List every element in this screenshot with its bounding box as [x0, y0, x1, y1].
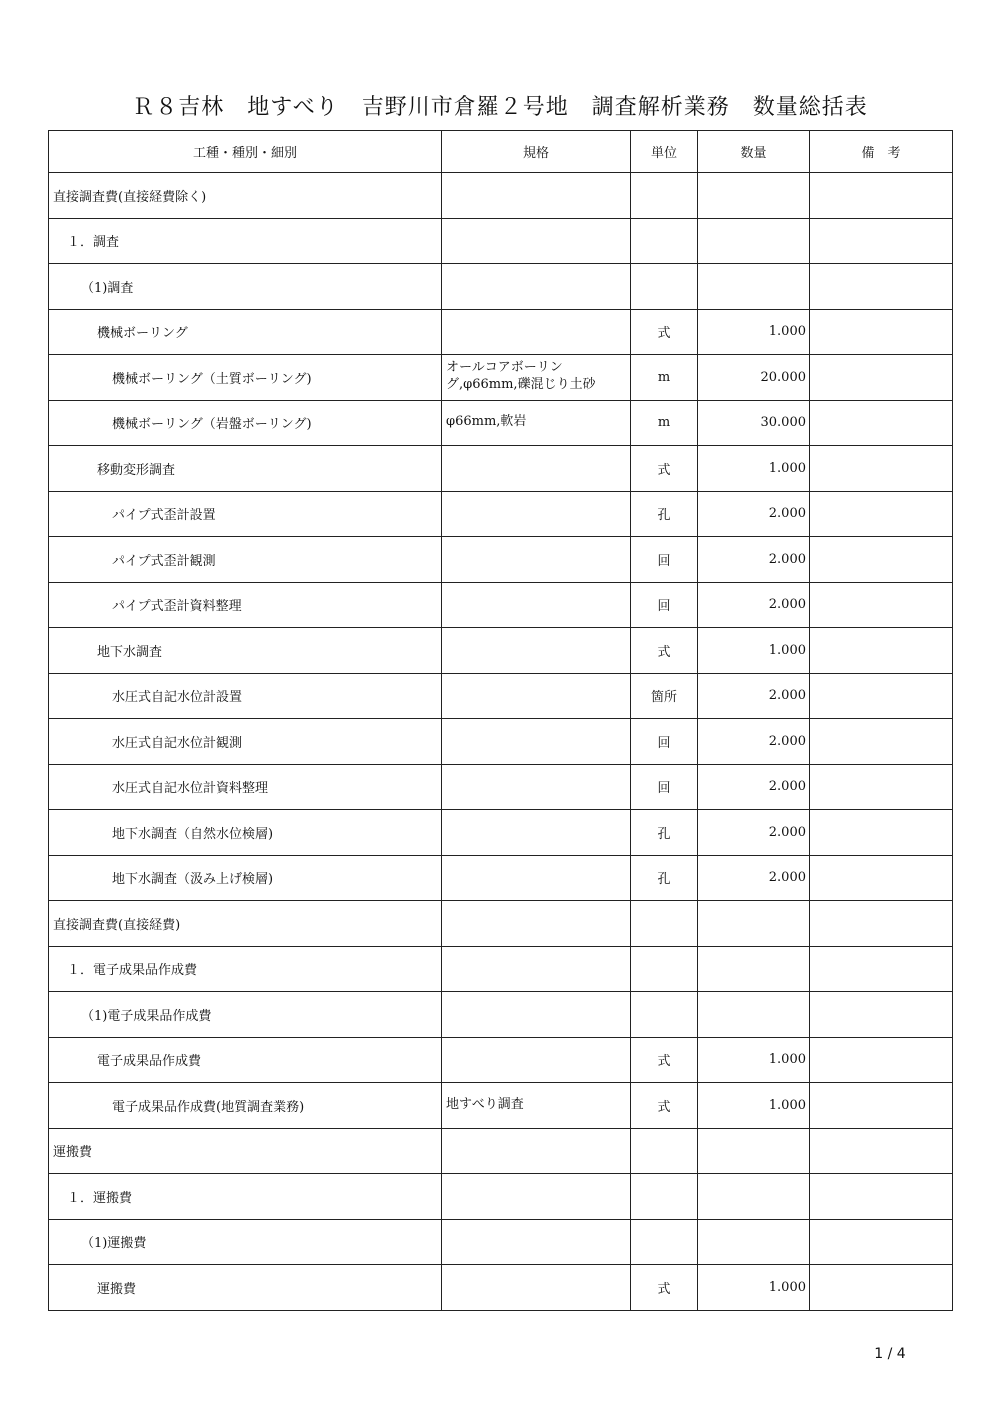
cell-quantity: 2.000 [698, 810, 810, 856]
cell-item-name: 地下水調査 [49, 628, 442, 674]
cell-spec [442, 855, 631, 901]
cell-item-name: 水圧式自記水位計資料整理 [49, 764, 442, 810]
cell-unit [631, 218, 698, 264]
cell-quantity: 2.000 [698, 582, 810, 628]
cell-remarks [810, 810, 953, 856]
cell-spec [442, 901, 631, 947]
cell-spec [442, 1128, 631, 1174]
cell-remarks [810, 446, 953, 492]
table-row [49, 855, 953, 901]
cell-item-name: 水圧式自記水位計観測 [49, 719, 442, 765]
header-spec: 規格 [442, 131, 631, 173]
cell-quantity: 1.000 [698, 446, 810, 492]
header-unit: 単位 [631, 131, 698, 173]
cell-remarks [810, 946, 953, 992]
cell-spec [442, 992, 631, 1038]
cell-item-name: 機械ボーリング（岩盤ボーリング) [49, 400, 442, 446]
table-row [49, 1037, 953, 1083]
cell-quantity: 20.000 [698, 355, 810, 401]
cell-remarks [810, 855, 953, 901]
cell-quantity [698, 901, 810, 947]
table-row [49, 537, 953, 583]
table-row [49, 992, 953, 1038]
cell-item-name: パイプ式歪計設置 [49, 491, 442, 537]
cell-item-name: パイプ式歪計観測 [49, 537, 442, 583]
cell-item-name: 電子成果品作成費(地質調査業務) [49, 1083, 442, 1129]
cell-quantity [698, 218, 810, 264]
cell-item-name: パイプ式歪計資料整理 [49, 582, 442, 628]
cell-spec [442, 946, 631, 992]
cell-quantity: 1.000 [698, 1265, 810, 1311]
cell-remarks [810, 309, 953, 355]
table-row [49, 400, 953, 446]
cell-unit: 回 [631, 719, 698, 765]
table-row [49, 901, 953, 947]
cell-item-name: （1)調査 [49, 264, 442, 310]
cell-item-name: 直接調査費(直接経費除く) [49, 173, 442, 219]
cell-spec [442, 810, 631, 856]
table-row [49, 582, 953, 628]
cell-unit: 孔 [631, 855, 698, 901]
cell-remarks [810, 628, 953, 674]
table-body [49, 173, 953, 1311]
cell-quantity [698, 1174, 810, 1220]
cell-quantity [698, 264, 810, 310]
cell-remarks [810, 1037, 953, 1083]
cell-remarks [810, 355, 953, 401]
cell-quantity: 2.000 [698, 764, 810, 810]
table-row [49, 1265, 953, 1311]
cell-remarks [810, 218, 953, 264]
cell-quantity [698, 992, 810, 1038]
cell-unit: 回 [631, 582, 698, 628]
table-row [49, 810, 953, 856]
cell-unit [631, 1174, 698, 1220]
cell-spec [442, 628, 631, 674]
cell-quantity: 2.000 [698, 491, 810, 537]
table-row [49, 355, 953, 401]
cell-remarks [810, 1128, 953, 1174]
quantity-summary-table [48, 130, 953, 1311]
cell-unit: 式 [631, 1265, 698, 1311]
cell-spec [442, 218, 631, 264]
cell-item-name: 移動変形調査 [49, 446, 442, 492]
cell-unit [631, 946, 698, 992]
table-row [49, 1083, 953, 1129]
cell-item-name: 地下水調査（自然水位検層) [49, 810, 442, 856]
cell-quantity: 2.000 [698, 719, 810, 765]
cell-remarks [810, 173, 953, 219]
cell-quantity: 2.000 [698, 855, 810, 901]
table-row [49, 719, 953, 765]
table-row [49, 309, 953, 355]
cell-spec [442, 673, 631, 719]
cell-unit: 孔 [631, 810, 698, 856]
cell-quantity: 2.000 [698, 673, 810, 719]
cell-remarks [810, 537, 953, 583]
cell-remarks [810, 1265, 953, 1311]
cell-remarks [810, 1083, 953, 1129]
cell-unit [631, 992, 698, 1038]
cell-spec [442, 173, 631, 219]
cell-item-name: １．電子成果品作成費 [49, 946, 442, 992]
cell-quantity [698, 946, 810, 992]
cell-spec: φ66mm,軟岩 [442, 400, 631, 446]
cell-unit: m [631, 355, 698, 401]
cell-spec [442, 537, 631, 583]
cell-remarks [810, 673, 953, 719]
cell-item-name: （1)電子成果品作成費 [49, 992, 442, 1038]
cell-unit [631, 264, 698, 310]
table-row [49, 673, 953, 719]
cell-quantity: 1.000 [698, 1037, 810, 1083]
cell-unit [631, 901, 698, 947]
cell-item-name: 機械ボーリング [49, 309, 442, 355]
cell-spec: オールコアボーリング,φ66mm,礫混じり土砂 [442, 355, 631, 401]
cell-spec [442, 1265, 631, 1311]
cell-quantity: 1.000 [698, 628, 810, 674]
cell-spec [442, 1219, 631, 1265]
table-row [49, 1174, 953, 1220]
table-row [49, 1128, 953, 1174]
cell-unit: 式 [631, 309, 698, 355]
table-row [49, 446, 953, 492]
cell-spec [442, 719, 631, 765]
cell-unit: 式 [631, 1083, 698, 1129]
cell-unit: 式 [631, 628, 698, 674]
cell-unit: m [631, 400, 698, 446]
cell-unit [631, 173, 698, 219]
table-row [49, 491, 953, 537]
cell-item-name: （1)運搬費 [49, 1219, 442, 1265]
cell-remarks [810, 1174, 953, 1220]
cell-remarks [810, 264, 953, 310]
cell-unit: 孔 [631, 491, 698, 537]
cell-item-name: １．調査 [49, 218, 442, 264]
header-item-name: 工種・種別・細別 [49, 131, 442, 173]
header-quantity: 数量 [698, 131, 810, 173]
page-number: 1 / 4 [874, 1346, 906, 1362]
cell-item-name: 機械ボーリング（土質ボーリング) [49, 355, 442, 401]
cell-quantity [698, 1128, 810, 1174]
cell-spec [442, 309, 631, 355]
cell-remarks [810, 764, 953, 810]
cell-spec [442, 582, 631, 628]
table-row [49, 628, 953, 674]
cell-remarks [810, 582, 953, 628]
cell-item-name: 電子成果品作成費 [49, 1037, 442, 1083]
table-row [49, 173, 953, 219]
table-row [49, 946, 953, 992]
cell-spec [442, 491, 631, 537]
cell-quantity: 30.000 [698, 400, 810, 446]
cell-spec [442, 446, 631, 492]
cell-unit [631, 1128, 698, 1174]
cell-item-name: １．運搬費 [49, 1174, 442, 1220]
cell-unit [631, 1219, 698, 1265]
cell-item-name: 地下水調査（汲み上げ検層) [49, 855, 442, 901]
cell-spec [442, 764, 631, 810]
cell-remarks [810, 400, 953, 446]
cell-remarks [810, 719, 953, 765]
cell-quantity: 1.000 [698, 309, 810, 355]
cell-spec [442, 1037, 631, 1083]
cell-spec [442, 1174, 631, 1220]
cell-item-name: 運搬費 [49, 1265, 442, 1311]
cell-item-name: 運搬費 [49, 1128, 442, 1174]
cell-remarks [810, 491, 953, 537]
cell-remarks [810, 1219, 953, 1265]
cell-remarks [810, 901, 953, 947]
table-row [49, 764, 953, 810]
cell-unit: 式 [631, 1037, 698, 1083]
cell-unit: 式 [631, 446, 698, 492]
cell-quantity [698, 173, 810, 219]
cell-spec [442, 264, 631, 310]
table-row [49, 264, 953, 310]
cell-unit: 箇所 [631, 673, 698, 719]
cell-quantity [698, 1219, 810, 1265]
cell-spec: 地すべり調査 [442, 1083, 631, 1129]
cell-item-name: 直接調査費(直接経費) [49, 901, 442, 947]
table-header-row [49, 131, 953, 173]
cell-unit: 回 [631, 764, 698, 810]
table-row [49, 218, 953, 264]
table-row [49, 1219, 953, 1265]
header-remarks: 備 考 [810, 131, 953, 173]
cell-item-name: 水圧式自記水位計設置 [49, 673, 442, 719]
cell-unit: 回 [631, 537, 698, 583]
cell-quantity: 2.000 [698, 537, 810, 583]
cell-remarks [810, 992, 953, 1038]
cell-quantity: 1.000 [698, 1083, 810, 1129]
document-title: Ｒ８吉林 地すべり 吉野川市倉羅２号地 調査解析業務 数量総括表 [132, 95, 868, 120]
